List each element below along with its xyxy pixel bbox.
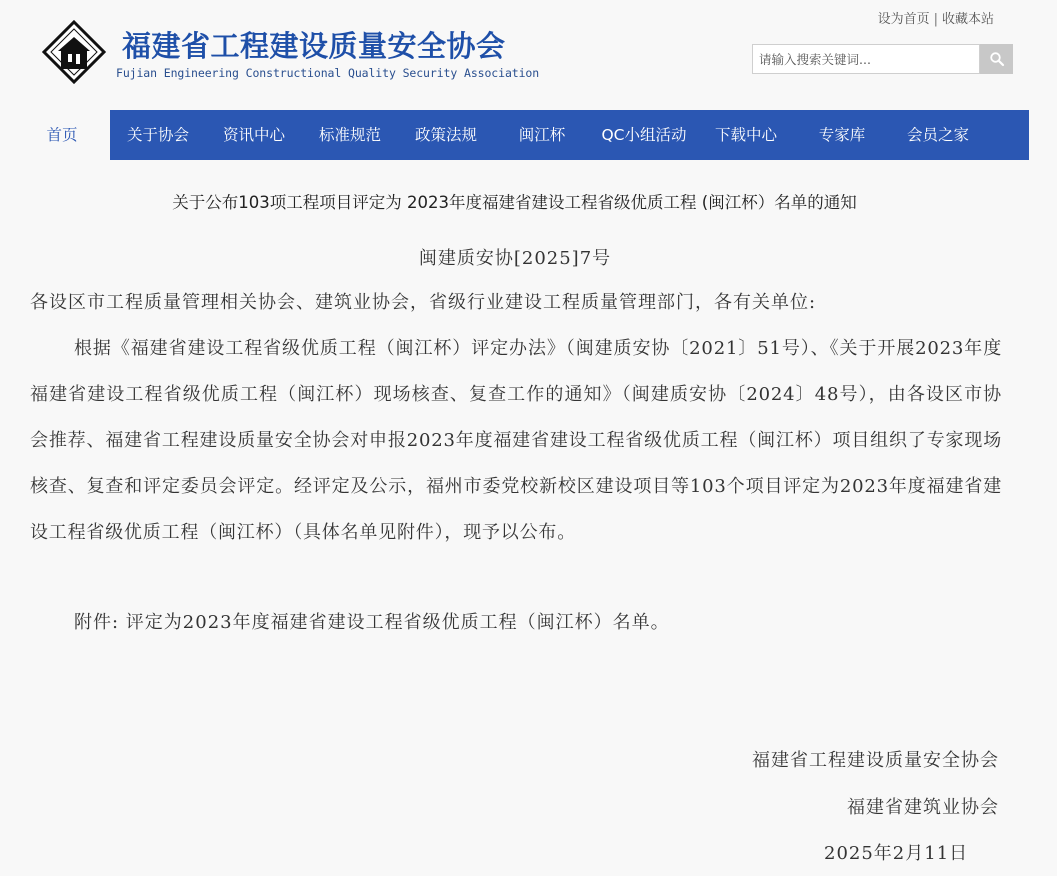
nav-experts[interactable]: 专家库 [818, 126, 866, 144]
main-nav [14, 110, 1029, 160]
article-attachment: 附件: 评定为2023年度福建省建设工程省级优质工程（闽江杯）名单。 [74, 612, 670, 633]
signature-association-2: 福建省建筑业协会 [847, 797, 999, 818]
association-logo-icon[interactable] [42, 20, 106, 84]
nav-qc-activities[interactable]: QC小组活动 [601, 126, 687, 144]
article-salutation: 各设区市工程质量管理相关协会、建筑业协会，省级行业建设工程质量管理部门，各有关单位: [30, 292, 817, 313]
article-body: 根据《福建省建设工程省级优质工程（闽江杯）评定办法》（闽建质安协〔2021〕51号）、《关于开展2023年度福建省建设工程省级优质工程（闽江杯）现场核查、复查工作的通知》（闽建质安协〔2024〕48号），由各设区市协会推荐、福建省工程建设质量安全协会对申报2023年度福建省建设工程省级优质工程（闽江杯）项目组织了专家现场核查、复查和评定委员会评定。经评定及公示，福州市委党校新校区建设项目等103个项目评定为2023年度福建省建设工程省级优质工程（闽江杯）（具体名单见附件），现予以公布。 [30, 338, 1002, 543]
document-number: 闽建质安协[2025]7号 [418, 248, 612, 269]
nav-home[interactable]: 首页 [14, 110, 110, 160]
search-input[interactable] [752, 44, 980, 74]
top-links-divider: | [933, 12, 938, 27]
nav-members[interactable]: 会员之家 [906, 126, 969, 144]
site-title[interactable]: 福建省工程建设质量安全协会 [122, 29, 506, 63]
site-header [0, 0, 1057, 110]
bookmark-link[interactable]: 收藏本站 [941, 12, 994, 27]
nav-policies[interactable]: 政策法规 [414, 126, 477, 144]
nav-minjiang-cup[interactable]: 闽江杯 [518, 126, 566, 144]
signature-association-1: 福建省工程建设质量安全协会 [752, 750, 999, 771]
article-content [0, 160, 1057, 876]
site-subtitle-en: Fujian Engineering Constructional Quality Security Association [116, 66, 540, 80]
set-homepage-link[interactable]: 设为首页 [877, 12, 930, 27]
top-links [878, 8, 994, 27]
search-icon [989, 51, 1005, 67]
nav-standards[interactable]: 标准规范 [318, 126, 381, 144]
nav-about[interactable]: 关于协会 [126, 126, 189, 144]
search-button[interactable] [980, 44, 1013, 74]
nav-news[interactable]: 资讯中心 [222, 126, 285, 144]
article-title: 关于公布103项工程项目评定为 2023年度福建省建设工程省级优质工程 (闽江杯）名单的通知 [172, 193, 857, 212]
article-date: 2025年2月11日 [824, 843, 969, 864]
nav-downloads[interactable]: 下载中心 [714, 126, 777, 144]
